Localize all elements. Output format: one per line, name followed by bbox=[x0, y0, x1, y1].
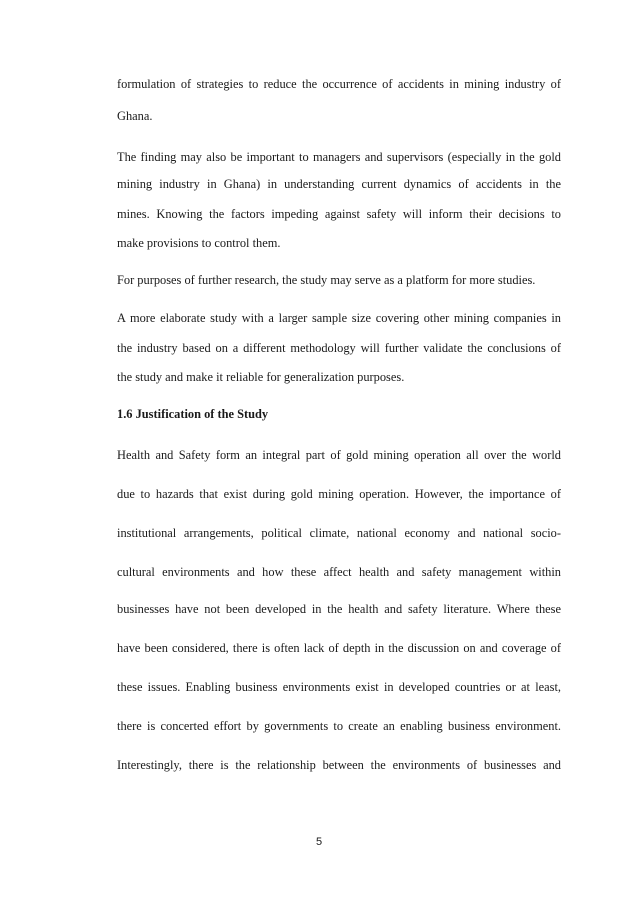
paragraph-line: make provisions to control them. bbox=[117, 236, 281, 250]
paragraph-line: mines. Knowing the factors impeding against safety will inform their decisions to bbox=[117, 207, 561, 221]
paragraph-line: there is concerted effort by governments to create an enabling business environment. bbox=[117, 719, 561, 733]
paragraph-line: A more elaborate study with a larger sample size covering other mining companies in bbox=[117, 311, 561, 325]
section-heading: 1.6 Justification of the Study bbox=[117, 407, 269, 421]
paragraph-line: due to hazards that exist during gold mining operation. However, the importance of bbox=[117, 487, 561, 501]
paragraph-line: the industry based on a different methodology will further validate the conclusions of bbox=[117, 341, 561, 355]
paragraph-line: cultural environments and how these affect health and safety management within bbox=[117, 565, 561, 579]
paragraph-line: the study and make it reliable for generalization purposes. bbox=[117, 370, 405, 384]
paragraph-line: businesses have not been developed in the health and safety literature. Where these bbox=[117, 602, 561, 616]
paragraph-line: For purposes of further research, the study may serve as a platform for more studies. bbox=[117, 273, 536, 287]
paragraph-line: Interestingly, there is the relationship between the environments of businesses and bbox=[117, 758, 561, 772]
paragraph-line: The finding may also be important to managers and supervisors (especially in the gold bbox=[117, 150, 561, 164]
paragraph-line: Health and Safety form an integral part of gold mining operation all over the world bbox=[117, 448, 561, 462]
paragraph-line: formulation of strategies to reduce the occurrence of accidents in mining industry of bbox=[117, 77, 561, 91]
paragraph-line: have been considered, there is often lack of depth in the discussion on and coverage of bbox=[117, 641, 561, 655]
page-number: 5 bbox=[315, 836, 323, 848]
paragraph-line: institutional arrangements, political climate, national economy and national socio- bbox=[117, 526, 561, 540]
paragraph-line: Ghana. bbox=[117, 109, 153, 123]
paragraph-line: mining industry in Ghana) in understanding current dynamics of accidents in the bbox=[117, 177, 561, 191]
paragraph-line: these issues. Enabling business environments exist in developed countries or at least, bbox=[117, 680, 561, 694]
